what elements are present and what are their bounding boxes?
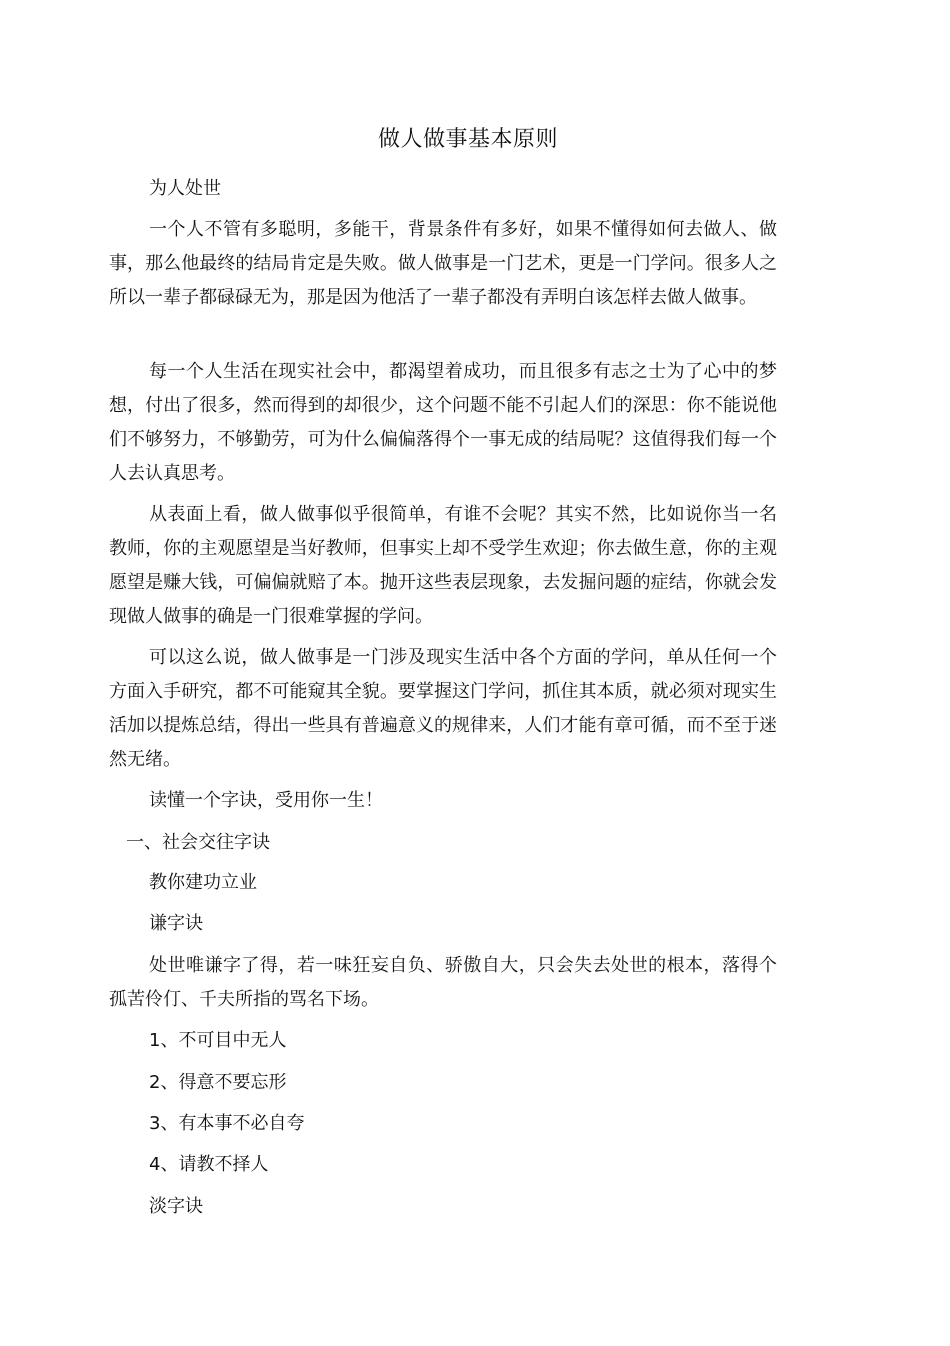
qian-item-4: 4、请教不择人 bbox=[149, 1154, 269, 1175]
section-intro: 为人处世 bbox=[149, 178, 221, 199]
paragraph-4: 可以这么说，做人做事是一门涉及现实生活中各个方面的学问，单从任何一个方面入手研究，都不可能窥其全貌。要掌握这门学问，抓住其本质，就必须对现实生活加以提炼总结，得出一些具有普遍意义的规律来，人们才能有章可循，而不至于迷然无绪。 bbox=[109, 647, 777, 770]
qian-item-1: 1、不可目中无人 bbox=[149, 1030, 287, 1051]
qian-paragraph: 处世唯谦字了得，若一味狂妄自负、骄傲自大，只会失去处世的根本，落得个孤苦伶仃、千夫所指的骂名下场。 bbox=[109, 955, 777, 1010]
paragraph-1: 一个人不管有多聪明，多能干，背景条件有多好，如果不懂得如何去做人、做事，那么他最终的结局肯定是失败。做人做事是一门艺术，更是一门学问。很多人之所以一辈子都碌碌无为，那是因为他活了一辈子都没有弄明白该怎样去做人做事。 bbox=[109, 219, 777, 308]
dan-heading: 淡字诀 bbox=[149, 1196, 203, 1217]
paragraph-2: 每一个人生活在现实社会中，都渴望着成功，而且很多有志之士为了心中的梦想，付出了很多，然而得到的却很少，这个问题不能不引起人们的深思：你不能说他们不够努力，不够勤劳，可为什么偏偏落得个一事无成的结局呢？这值得我们每一个人去认真思考。 bbox=[109, 361, 777, 484]
paragraph-3: 从表面上看，做人做事似乎很简单，有谁不会呢？其实不然，比如说你当一名教师，你的主观愿望是当好教师，但事实上却不受学生欢迎；你去做生意，你的主观愿望是赚大钱，可偏偏就赔了本。抛开这些表层现象，去发掘问题的症结，你就会发现做人做事的确是一门很难掌握的学问。 bbox=[109, 504, 777, 627]
qian-item-2: 2、得意不要忘形 bbox=[149, 1072, 287, 1093]
chapter-heading: 一、社会交往字诀 bbox=[126, 832, 270, 853]
qian-heading: 谦字诀 bbox=[149, 913, 203, 934]
qian-item-3: 3、有本事不必自夸 bbox=[149, 1113, 305, 1134]
chapter-subtitle: 教你建功立业 bbox=[149, 872, 257, 893]
motto-line: 读懂一个字诀，受用你一生！ bbox=[149, 790, 383, 811]
document-title: 做人做事基本原则 bbox=[377, 127, 558, 152]
